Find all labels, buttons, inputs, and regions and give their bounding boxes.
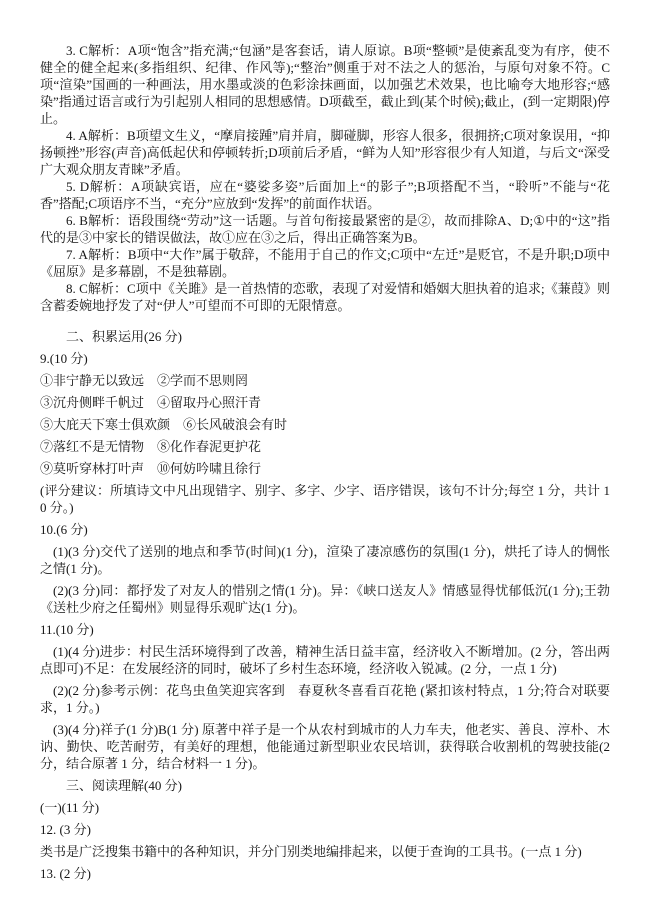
answer-explanation-5: 5. D解析：A项缺宾语，应在“婆娑多姿”后面加上“的影子”;B项搭配不当，“聆听”不能与“花香”搭配;C项语序不当，“充分”应放到“发挥”的前面作状语。 [40,179,610,211]
question-9-scoring-note: (评分建议：所填诗文中凡出现错字、别字、多字、少字、语序错误，该句不计分;每空 1 分，共计 10 分。) [40,483,610,515]
poetry-line-1: ①非宁静无以致远 ②学而不思则罔 [40,373,249,388]
section-heading-reading: 三、阅读理解(40 分) [66,778,182,793]
reading-part-one-label: (一)(11 分) [40,800,100,815]
poetry-line-4: ⑦落红不是无情物 ⑧化作春泥更护花 [40,439,262,454]
answer-explanation-6: 6. B解析：语段围绕“劳动”这一话题。与首句衔接最紧密的是②，故而排除A、D;①中的“这”指代的是③中家长的错误做法，故①应在③之后，得出正确答案为B。 [40,213,610,245]
poetry-line-2: ③沉舟侧畔千帆过 ④留取丹心照汗青 [40,395,262,410]
poetry-line-3: ⑤大庇天下寒士俱欢颜 ⑥长风破浪会有时 [40,417,288,432]
question-11-label: 11.(10 分) [40,622,94,637]
question-13-label: 13. (2 分) [40,866,91,881]
question-11-item-3: (3)(4 分)祥子(1 分)B(1 分) 原著中祥子是一个从农村到城市的人力车夫，他老实、善良、淳朴、木讷、勤快、吃苦耐劳，有美好的理想，他能通过新型职业农民培训，获得联合收割机的驾驶技能(2分，结合原著 1 分，结合材料一 1 分)。 [40,722,610,771]
question-9-label: 9.(10 分) [40,351,88,366]
question-11-item-2: (2)(2 分)参考示例：花鸟虫鱼笑迎宾客到 春夏秋冬喜看百花艳 (紧扣该村特点，1 分;符合对联要求，1 分。) [40,683,610,715]
question-10-label: 10.(6 分) [40,522,88,537]
question-11-item-1: (1)(4 分)进步：村民生活环境得到了改善，精神生活日益丰富，经济收入不断增加。(2 分，答出两点即可)不足：在发展经济的同时，破坏了乡村生态环境，经济收入锐减。(2 分，一点 1 分) [40,644,610,676]
answer-explanation-8: 8. C解析：C项中《关雎》是一首热情的恋歌，表现了对爱情和婚姻大胆执着的追求;《蒹葭》则含蓄委婉地抒发了对“伊人”可望而不可即的无限情意。 [40,281,610,313]
question-12-answer: 类书是广泛搜集书籍中的各种知识，并分门别类地编排起来，以便于查询的工具书。(一点 1 分) [40,844,582,859]
question-12-label: 12. (3 分) [40,822,91,837]
answer-explanation-3: 3. C解析：A项“饱含”指充满;“包涵”是客套话，请人原谅。B项“整顿”是使紊乱变为有序，使不健全的健全起来(多指组织、纪律、作风等);“整治”侧重于对不法之人的惩治，与原句对象不符。C项“渲染”国画的一种画法，用水墨或淡的色彩涂抹画面，以加强艺术效果，也比喻夸大地形容;“感染”指通过语言或行为引起别人相同的思想感情。D项截至，截止到(某个时候);截止，(到一定期限)停止。 [40,43,610,126]
section-heading-accumulation: 二、积累运用(26 分) [66,329,182,344]
answer-explanation-7: 7. A解析：B项中“大作”属于敬辞，不能用于自己的作文;C项中“左迁”是贬官，不是升职;D项中《屈原》是多幕剧，不是独幕剧。 [40,247,610,279]
question-10-item-2: (2)(3 分)同：都抒发了对友人的惜别之情(1 分)。异：《峡口送友人》情感显得忧郁低沉(1 分);王勃《送杜少府之任蜀州》则显得乐观旷达(1 分)。 [40,583,610,615]
poetry-line-5: ⑨莫听穿林打叶声 ⑩何妨吟啸且徐行 [40,461,262,476]
answer-explanation-4: 4. A解析：B项望文生义，“摩肩接踵”肩并肩，脚碰脚，形容人很多，很拥挤;C项对象误用，“抑扬顿挫”形容(声音)高低起伏和停顿转折;D项前后矛盾，“鲜为人知”形容很少有人知道，与后文“深受广大观众朋友青睐”矛盾。 [40,128,610,177]
question-10-item-1: (1)(3 分)交代了送别的地点和季节(时间)(1 分)，渲染了凄凉感伤的氛围(1 分)，烘托了诗人的惆怅之情(1 分)。 [40,544,610,576]
